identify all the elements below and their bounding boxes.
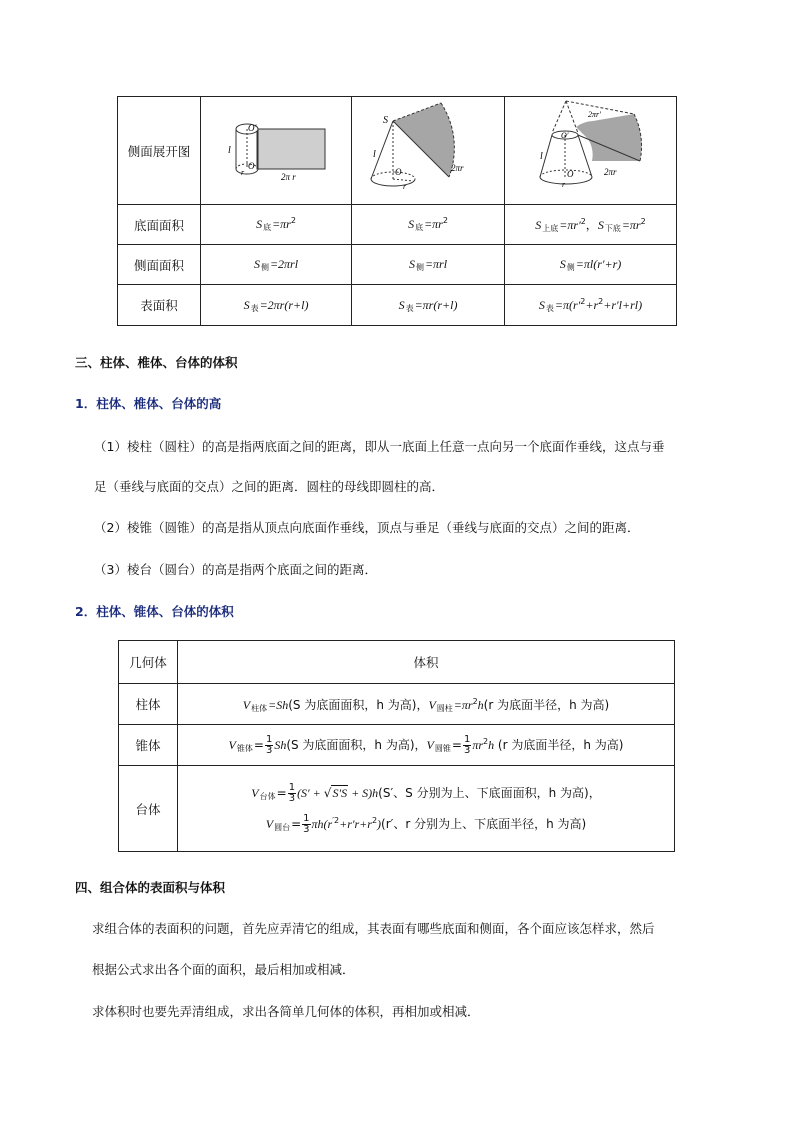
cone-net-cell (352, 97, 505, 205)
paragraph: 根据公式求出各个面的面积，最后相加或相减． (92, 962, 355, 977)
label-O-prime: O′ (248, 123, 257, 133)
paragraph: （3）棱台（圆台）的高是指两个底面之间的距离． (94, 562, 377, 577)
row-label: 柱体 (119, 684, 178, 725)
formula-cell: S侧=πl(r′+r) (505, 245, 677, 285)
surface-area-table (117, 96, 677, 326)
volume-table (118, 640, 675, 852)
label-S: S (383, 115, 388, 126)
label-O: O (566, 169, 573, 179)
paragraph: 求体积时也要先弄清组成，求出各简单几何体的体积，再相加或相减． (92, 1004, 480, 1019)
label-O: O (248, 161, 255, 171)
paragraph: 足（垂线与底面的交点）之间的距离．圆柱的母线即圆柱的高． (94, 479, 445, 494)
label-r: r (561, 180, 565, 189)
fraction: $\frac{1}{3}$ (265, 733, 273, 756)
row-label: 锥体 (119, 725, 178, 766)
paragraph: 求组合体的表面积的问题，首先应弄清它的组成，其表面有哪些底面和侧面，各个面应该怎样求，然后 (92, 921, 655, 936)
label-l: l (539, 151, 543, 162)
formula-cell (178, 766, 675, 852)
label-2pir-prime: 2πr′ (587, 110, 601, 119)
cylinder-net-cell (201, 97, 352, 205)
label-O: O (395, 167, 402, 177)
paragraph: （2）棱锥（圆锥）的高是指从顶点向底面作垂线，顶点与垂足（垂线与底面的交点）之间的距离． (94, 520, 640, 535)
label-2pir: 2πr (451, 163, 464, 173)
label-r: r (241, 168, 245, 177)
table-header-row (119, 641, 675, 684)
label-r: r (403, 182, 407, 191)
row-label: 侧面展开图 (118, 97, 201, 205)
column-header: 几何体 (119, 641, 178, 684)
subsection-heading: 1．柱体、椎体、台体的高 (75, 396, 222, 411)
cone-net-diagram (353, 97, 503, 201)
label-2pir: 2π r (281, 172, 296, 182)
formula-line: V圆台= $\frac{1}{3}$ $\pi h(r^{'2}+r'r+r^2)(r'$、r 分别为上、下底面半径，h 为高) (265, 812, 587, 835)
section-heading: 四、组合体的表面积与体积 (75, 880, 226, 895)
table-row (118, 245, 677, 285)
table-row (118, 285, 677, 326)
label-l: l (228, 145, 231, 156)
row-label: 表面积 (118, 285, 201, 326)
frustum-net-cell (505, 97, 677, 205)
formula-cell: S侧=2πrl (201, 245, 352, 285)
formula-cell: S表$=\pi(r'^2+r^2+r'l+rl)$ (505, 285, 677, 326)
cylinder-net-diagram (201, 99, 351, 199)
table-row (119, 684, 675, 725)
formula-cell: V柱体=Sh(S 为底面面积，h 为高)，V圆柱$=\pi r^2h(r$ 为底面半径，h 为高) (178, 684, 675, 725)
label-2pir: 2πr (603, 167, 617, 177)
fraction: $\frac{1}{3}$ (463, 733, 471, 756)
formula-cell: S底$=\pi r^2$ (352, 205, 505, 245)
section-heading: 三、柱体、椎体、台体的体积 (75, 355, 238, 370)
row-label: 侧面面积 (118, 245, 201, 285)
fraction: $\frac{1}{3}$ (303, 812, 310, 835)
column-header: 体积 (178, 641, 675, 684)
formula-cell: S底$=\pi r^2$ (201, 205, 352, 245)
row-label: 台体 (119, 766, 178, 852)
label-O-prime: O′ (560, 131, 569, 140)
formula-cell: S侧=πrl (352, 245, 505, 285)
table-row (119, 766, 675, 852)
formula-cell: S表=2πr(r+l) (201, 285, 352, 326)
table-row (118, 97, 677, 205)
formula-line: V台体= $\frac{1}{3}$ (S′ + √S′S + S)h(S′、S 分别为上、下底面面积，h 为高)， (251, 781, 601, 804)
label-l: l (373, 149, 376, 160)
formula-cell: S上底$=\pi r'^2$，S下底$=\pi r^2$ (505, 205, 677, 245)
subsection-heading: 2．柱体、锥体、台体的体积 (75, 604, 234, 619)
row-label: 底面面积 (118, 205, 201, 245)
formula-cell: V锥体= $\frac{1}{3}$ Sh(S 为底面面积，h 为高)，V圆锥= $\frac{1}{3}$ $\pi r^2h$ (r 为底面半径，h 为高) (178, 725, 675, 766)
paragraph: （1）棱柱（圆柱）的高是指两底面之间的距离，即从一底面上任意一点向另一个底面作垂线，这点与垂 (94, 439, 665, 454)
fraction: $\frac{1}{3}$ (288, 781, 296, 804)
table-row (118, 205, 677, 245)
table-row (119, 725, 675, 766)
frustum-net-diagram (506, 97, 676, 201)
formula-cell: S表=πr(r+l) (352, 285, 505, 326)
